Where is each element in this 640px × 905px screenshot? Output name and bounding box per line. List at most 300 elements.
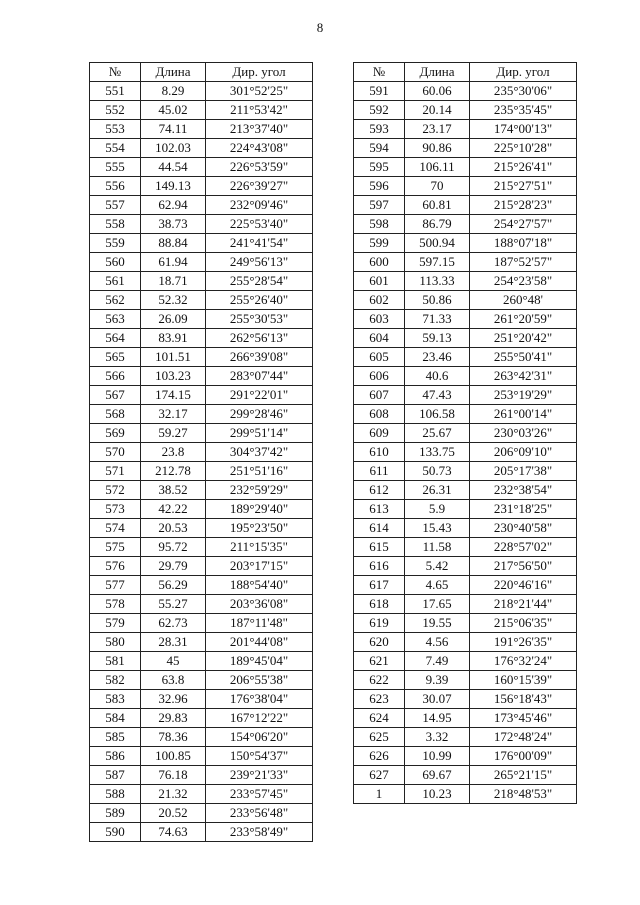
cell-number: 612 (354, 481, 405, 500)
cell-direction-angle: 231°18'25" (470, 500, 577, 519)
cell-number: 591 (354, 82, 405, 101)
cell-direction-angle: 261°20'59" (470, 310, 577, 329)
table-row (354, 367, 577, 386)
cell-direction-angle: 226°39'27" (206, 177, 313, 196)
cell-number: 585 (90, 728, 141, 747)
cell-number: 580 (90, 633, 141, 652)
table-row (354, 405, 577, 424)
page-number: 8 (316, 20, 324, 35)
cell-length: 56.29 (141, 576, 206, 595)
cell-length: 59.13 (405, 329, 470, 348)
cell-direction-angle: 230°40'58" (470, 519, 577, 538)
cell-length: 30.07 (405, 690, 470, 709)
table-row (90, 120, 313, 139)
cell-length: 60.81 (405, 196, 470, 215)
cell-direction-angle: 249°56'13" (206, 253, 313, 272)
cell-length: 101.51 (141, 348, 206, 367)
cell-length: 102.03 (141, 139, 206, 158)
cell-number: 624 (354, 709, 405, 728)
cell-direction-angle: 215°06'35" (470, 614, 577, 633)
cell-length: 74.11 (141, 120, 206, 139)
cell-length: 106.58 (405, 405, 470, 424)
table-row (354, 234, 577, 253)
cell-direction-angle: 233°56'48" (206, 804, 313, 823)
cell-direction-angle: 233°57'45" (206, 785, 313, 804)
table-row (90, 329, 313, 348)
cell-direction-angle: 156°18'43" (470, 690, 577, 709)
coordinates-table-right (353, 62, 577, 804)
cell-direction-angle: 189°29'40" (206, 500, 313, 519)
cell-length: 86.79 (405, 215, 470, 234)
cell-direction-angle: 203°17'15" (206, 557, 313, 576)
cell-direction-angle: 233°58'49" (206, 823, 313, 842)
cell-direction-angle: 191°26'35" (470, 633, 577, 652)
header-number: № (90, 63, 141, 82)
table-row (90, 158, 313, 177)
coordinates-table-left (89, 62, 313, 842)
cell-length: 18.71 (141, 272, 206, 291)
table-row (354, 709, 577, 728)
table-header-row (354, 63, 577, 82)
table-row (354, 671, 577, 690)
table-row (90, 709, 313, 728)
cell-number: 618 (354, 595, 405, 614)
cell-length: 40.6 (405, 367, 470, 386)
cell-number: 553 (90, 120, 141, 139)
cell-number: 577 (90, 576, 141, 595)
cell-direction-angle: 251°51'16" (206, 462, 313, 481)
cell-direction-angle: 188°07'18" (470, 234, 577, 253)
cell-direction-angle: 226°53'59" (206, 158, 313, 177)
table-row (90, 519, 313, 538)
cell-length: 55.27 (141, 595, 206, 614)
cell-number: 564 (90, 329, 141, 348)
cell-direction-angle: 203°36'08" (206, 595, 313, 614)
cell-length: 9.39 (405, 671, 470, 690)
table-row (90, 557, 313, 576)
cell-direction-angle: 261°00'14" (470, 405, 577, 424)
cell-length: 29.83 (141, 709, 206, 728)
cell-direction-angle: 299°28'46" (206, 405, 313, 424)
cell-direction-angle: 255°30'53" (206, 310, 313, 329)
cell-length: 106.11 (405, 158, 470, 177)
cell-length: 76.18 (141, 766, 206, 785)
cell-length: 25.67 (405, 424, 470, 443)
cell-number: 625 (354, 728, 405, 747)
cell-number: 596 (354, 177, 405, 196)
cell-direction-angle: 211°53'42" (206, 101, 313, 120)
table-row (354, 329, 577, 348)
header-direction-angle: Дир. угол (470, 63, 577, 82)
cell-length: 597.15 (405, 253, 470, 272)
cell-number: 586 (90, 747, 141, 766)
cell-number: 566 (90, 367, 141, 386)
cell-direction-angle: 251°20'42" (470, 329, 577, 348)
table-row (354, 386, 577, 405)
cell-length: 100.85 (141, 747, 206, 766)
cell-number: 581 (90, 652, 141, 671)
cell-number: 614 (354, 519, 405, 538)
table-row (90, 139, 313, 158)
table-row (90, 177, 313, 196)
cell-direction-angle: 230°03'26" (470, 424, 577, 443)
cell-length: 61.94 (141, 253, 206, 272)
table-row (90, 462, 313, 481)
cell-direction-angle: 206°55'38" (206, 671, 313, 690)
table-row (90, 253, 313, 272)
cell-length: 88.84 (141, 234, 206, 253)
cell-direction-angle: 167°12'22" (206, 709, 313, 728)
table-row (90, 196, 313, 215)
table-row (354, 272, 577, 291)
table-row (90, 272, 313, 291)
table-row (90, 538, 313, 557)
cell-number: 579 (90, 614, 141, 633)
cell-length: 14.95 (405, 709, 470, 728)
cell-length: 69.67 (405, 766, 470, 785)
header-direction-angle: Дир. угол (206, 63, 313, 82)
table-row (354, 785, 577, 804)
cell-length: 32.96 (141, 690, 206, 709)
cell-direction-angle: 241°41'54" (206, 234, 313, 253)
table-row (90, 234, 313, 253)
cell-length: 500.94 (405, 234, 470, 253)
table-row (354, 728, 577, 747)
cell-direction-angle: 205°17'38" (470, 462, 577, 481)
cell-number: 565 (90, 348, 141, 367)
cell-length: 47.43 (405, 386, 470, 405)
table-row (354, 595, 577, 614)
cell-length: 10.23 (405, 785, 470, 804)
cell-number: 610 (354, 443, 405, 462)
cell-number: 554 (90, 139, 141, 158)
cell-direction-angle: 176°32'24" (470, 652, 577, 671)
cell-length: 212.78 (141, 462, 206, 481)
table-row (354, 519, 577, 538)
table-row (90, 652, 313, 671)
cell-length: 78.36 (141, 728, 206, 747)
cell-direction-angle: 225°10'28" (470, 139, 577, 158)
table-row (354, 158, 577, 177)
cell-direction-angle: 228°57'02" (470, 538, 577, 557)
cell-direction-angle: 213°37'40" (206, 120, 313, 139)
cell-number: 563 (90, 310, 141, 329)
cell-direction-angle: 255°28'54" (206, 272, 313, 291)
table-row (354, 481, 577, 500)
cell-length: 62.73 (141, 614, 206, 633)
table-row (354, 614, 577, 633)
cell-number: 572 (90, 481, 141, 500)
header-number: № (354, 63, 405, 82)
cell-number: 559 (90, 234, 141, 253)
cell-direction-angle: 215°26'41" (470, 158, 577, 177)
cell-length: 23.46 (405, 348, 470, 367)
cell-number: 620 (354, 633, 405, 652)
cell-number: 552 (90, 101, 141, 120)
cell-direction-angle: 239°21'33" (206, 766, 313, 785)
cell-number: 1 (354, 785, 405, 804)
cell-number: 582 (90, 671, 141, 690)
cell-direction-angle: 291°22'01" (206, 386, 313, 405)
cell-number: 570 (90, 443, 141, 462)
cell-length: 7.49 (405, 652, 470, 671)
cell-length: 26.31 (405, 481, 470, 500)
cell-number: 594 (354, 139, 405, 158)
table-row (354, 652, 577, 671)
table-row (90, 424, 313, 443)
table-row (354, 120, 577, 139)
table-row (354, 196, 577, 215)
cell-length: 71.33 (405, 310, 470, 329)
cell-length: 62.94 (141, 196, 206, 215)
cell-direction-angle: 160°15'39" (470, 671, 577, 690)
table-row (90, 215, 313, 234)
table-row (354, 538, 577, 557)
cell-length: 113.33 (405, 272, 470, 291)
table-body-right (354, 82, 577, 804)
cell-direction-angle: 187°52'57" (470, 253, 577, 272)
cell-number: 590 (90, 823, 141, 842)
cell-length: 63.8 (141, 671, 206, 690)
table-row (90, 348, 313, 367)
cell-length: 20.14 (405, 101, 470, 120)
cell-direction-angle: 176°38'04" (206, 690, 313, 709)
cell-length: 21.32 (141, 785, 206, 804)
cell-direction-angle: 255°26'40" (206, 291, 313, 310)
cell-number: 587 (90, 766, 141, 785)
cell-direction-angle: 265°21'15" (470, 766, 577, 785)
cell-length: 45 (141, 652, 206, 671)
cell-length: 52.32 (141, 291, 206, 310)
table-row (354, 747, 577, 766)
table-row (90, 785, 313, 804)
cell-direction-angle: 189°45'04" (206, 652, 313, 671)
cell-direction-angle: 255°50'41" (470, 348, 577, 367)
cell-direction-angle: 217°56'50" (470, 557, 577, 576)
cell-number: 551 (90, 82, 141, 101)
cell-length: 20.53 (141, 519, 206, 538)
table-row (354, 177, 577, 196)
cell-direction-angle: 188°54'40" (206, 576, 313, 595)
cell-length: 26.09 (141, 310, 206, 329)
table-header-row (90, 63, 313, 82)
table-row (354, 443, 577, 462)
table-row (354, 82, 577, 101)
cell-number: 560 (90, 253, 141, 272)
cell-number: 568 (90, 405, 141, 424)
cell-number: 571 (90, 462, 141, 481)
cell-number: 557 (90, 196, 141, 215)
table-row (90, 291, 313, 310)
table-row (90, 614, 313, 633)
table-row (354, 139, 577, 158)
table-row (90, 804, 313, 823)
cell-length: 42.22 (141, 500, 206, 519)
cell-length: 15.43 (405, 519, 470, 538)
cell-direction-angle: 172°48'24" (470, 728, 577, 747)
table-row (90, 595, 313, 614)
cell-number: 597 (354, 196, 405, 215)
table-row (90, 443, 313, 462)
cell-direction-angle: 225°53'40" (206, 215, 313, 234)
cell-length: 10.99 (405, 747, 470, 766)
cell-length: 23.17 (405, 120, 470, 139)
cell-direction-angle: 301°52'25" (206, 82, 313, 101)
cell-number: 574 (90, 519, 141, 538)
cell-direction-angle: 299°51'14" (206, 424, 313, 443)
cell-length: 32.17 (141, 405, 206, 424)
cell-length: 8.29 (141, 82, 206, 101)
cell-number: 592 (354, 101, 405, 120)
table-row (354, 766, 577, 785)
table-row (354, 500, 577, 519)
table-row (90, 633, 313, 652)
cell-number: 617 (354, 576, 405, 595)
cell-number: 595 (354, 158, 405, 177)
cell-direction-angle: 283°07'44" (206, 367, 313, 386)
table-row (90, 690, 313, 709)
cell-length: 149.13 (141, 177, 206, 196)
cell-number: 578 (90, 595, 141, 614)
table-row (90, 728, 313, 747)
table-row (354, 291, 577, 310)
cell-number: 604 (354, 329, 405, 348)
cell-length: 19.55 (405, 614, 470, 633)
table-row (90, 367, 313, 386)
cell-length: 4.65 (405, 576, 470, 595)
cell-number: 600 (354, 253, 405, 272)
table-row (354, 557, 577, 576)
table-row (90, 576, 313, 595)
cell-number: 607 (354, 386, 405, 405)
cell-direction-angle: 235°30'06" (470, 82, 577, 101)
cell-direction-angle: 176°00'09" (470, 747, 577, 766)
cell-length: 3.32 (405, 728, 470, 747)
cell-length: 174.15 (141, 386, 206, 405)
table-row (90, 82, 313, 101)
cell-number: 609 (354, 424, 405, 443)
cell-number: 602 (354, 291, 405, 310)
cell-number: 613 (354, 500, 405, 519)
cell-number: 627 (354, 766, 405, 785)
cell-number: 567 (90, 386, 141, 405)
cell-number: 619 (354, 614, 405, 633)
cell-length: 95.72 (141, 538, 206, 557)
cell-direction-angle: 201°44'08" (206, 633, 313, 652)
cell-number: 573 (90, 500, 141, 519)
cell-length: 70 (405, 177, 470, 196)
table-row (354, 424, 577, 443)
cell-length: 50.73 (405, 462, 470, 481)
cell-length: 5.9 (405, 500, 470, 519)
cell-direction-angle: 232°59'29" (206, 481, 313, 500)
cell-length: 59.27 (141, 424, 206, 443)
cell-number: 599 (354, 234, 405, 253)
header-length: Длина (405, 63, 470, 82)
cell-direction-angle: 266°39'08" (206, 348, 313, 367)
cell-direction-angle: 253°19'29" (470, 386, 577, 405)
cell-number: 584 (90, 709, 141, 728)
cell-direction-angle: 224°43'08" (206, 139, 313, 158)
cell-direction-angle: 263°42'31" (470, 367, 577, 386)
cell-number: 556 (90, 177, 141, 196)
cell-length: 90.86 (405, 139, 470, 158)
cell-number: 605 (354, 348, 405, 367)
cell-length: 45.02 (141, 101, 206, 120)
cell-number: 616 (354, 557, 405, 576)
cell-number: 611 (354, 462, 405, 481)
cell-direction-angle: 262°56'13" (206, 329, 313, 348)
cell-direction-angle: 235°35'45" (470, 101, 577, 120)
cell-length: 17.65 (405, 595, 470, 614)
cell-number: 623 (354, 690, 405, 709)
cell-direction-angle: 174°00'13" (470, 120, 577, 139)
table-row (90, 386, 313, 405)
cell-number: 593 (354, 120, 405, 139)
table-row (354, 215, 577, 234)
cell-length: 38.73 (141, 215, 206, 234)
cell-direction-angle: 232°09'46" (206, 196, 313, 215)
cell-direction-angle: 215°28'23" (470, 196, 577, 215)
cell-number: 583 (90, 690, 141, 709)
table-row (354, 690, 577, 709)
cell-number: 576 (90, 557, 141, 576)
cell-length: 50.86 (405, 291, 470, 310)
cell-direction-angle: 195°23'50" (206, 519, 313, 538)
cell-number: 589 (90, 804, 141, 823)
cell-number: 562 (90, 291, 141, 310)
cell-direction-angle: 304°37'42" (206, 443, 313, 462)
table-row (90, 823, 313, 842)
cell-direction-angle: 211°15'35" (206, 538, 313, 557)
cell-length: 44.54 (141, 158, 206, 177)
cell-number: 561 (90, 272, 141, 291)
cell-number: 558 (90, 215, 141, 234)
cell-number: 608 (354, 405, 405, 424)
header-length: Длина (141, 63, 206, 82)
table-row (354, 101, 577, 120)
cell-direction-angle: 206°09'10" (470, 443, 577, 462)
cell-length: 74.63 (141, 823, 206, 842)
cell-direction-angle: 218°48'53" (470, 785, 577, 804)
cell-length: 38.52 (141, 481, 206, 500)
table-row (354, 576, 577, 595)
table-row (354, 348, 577, 367)
cell-number: 598 (354, 215, 405, 234)
cell-direction-angle: 154°06'20" (206, 728, 313, 747)
cell-length: 133.75 (405, 443, 470, 462)
cell-number: 569 (90, 424, 141, 443)
cell-length: 29.79 (141, 557, 206, 576)
cell-length: 5.42 (405, 557, 470, 576)
table-row (354, 633, 577, 652)
cell-number: 615 (354, 538, 405, 557)
cell-direction-angle: 218°21'44" (470, 595, 577, 614)
cell-direction-angle: 254°23'58" (470, 272, 577, 291)
cell-length: 83.91 (141, 329, 206, 348)
cell-number: 626 (354, 747, 405, 766)
cell-number: 601 (354, 272, 405, 291)
cell-length: 103.23 (141, 367, 206, 386)
cell-direction-angle: 215°27'51" (470, 177, 577, 196)
cell-direction-angle: 232°38'54" (470, 481, 577, 500)
table-row (90, 481, 313, 500)
cell-direction-angle: 173°45'46" (470, 709, 577, 728)
cell-number: 555 (90, 158, 141, 177)
table-row (354, 310, 577, 329)
cell-length: 4.56 (405, 633, 470, 652)
cell-number: 603 (354, 310, 405, 329)
